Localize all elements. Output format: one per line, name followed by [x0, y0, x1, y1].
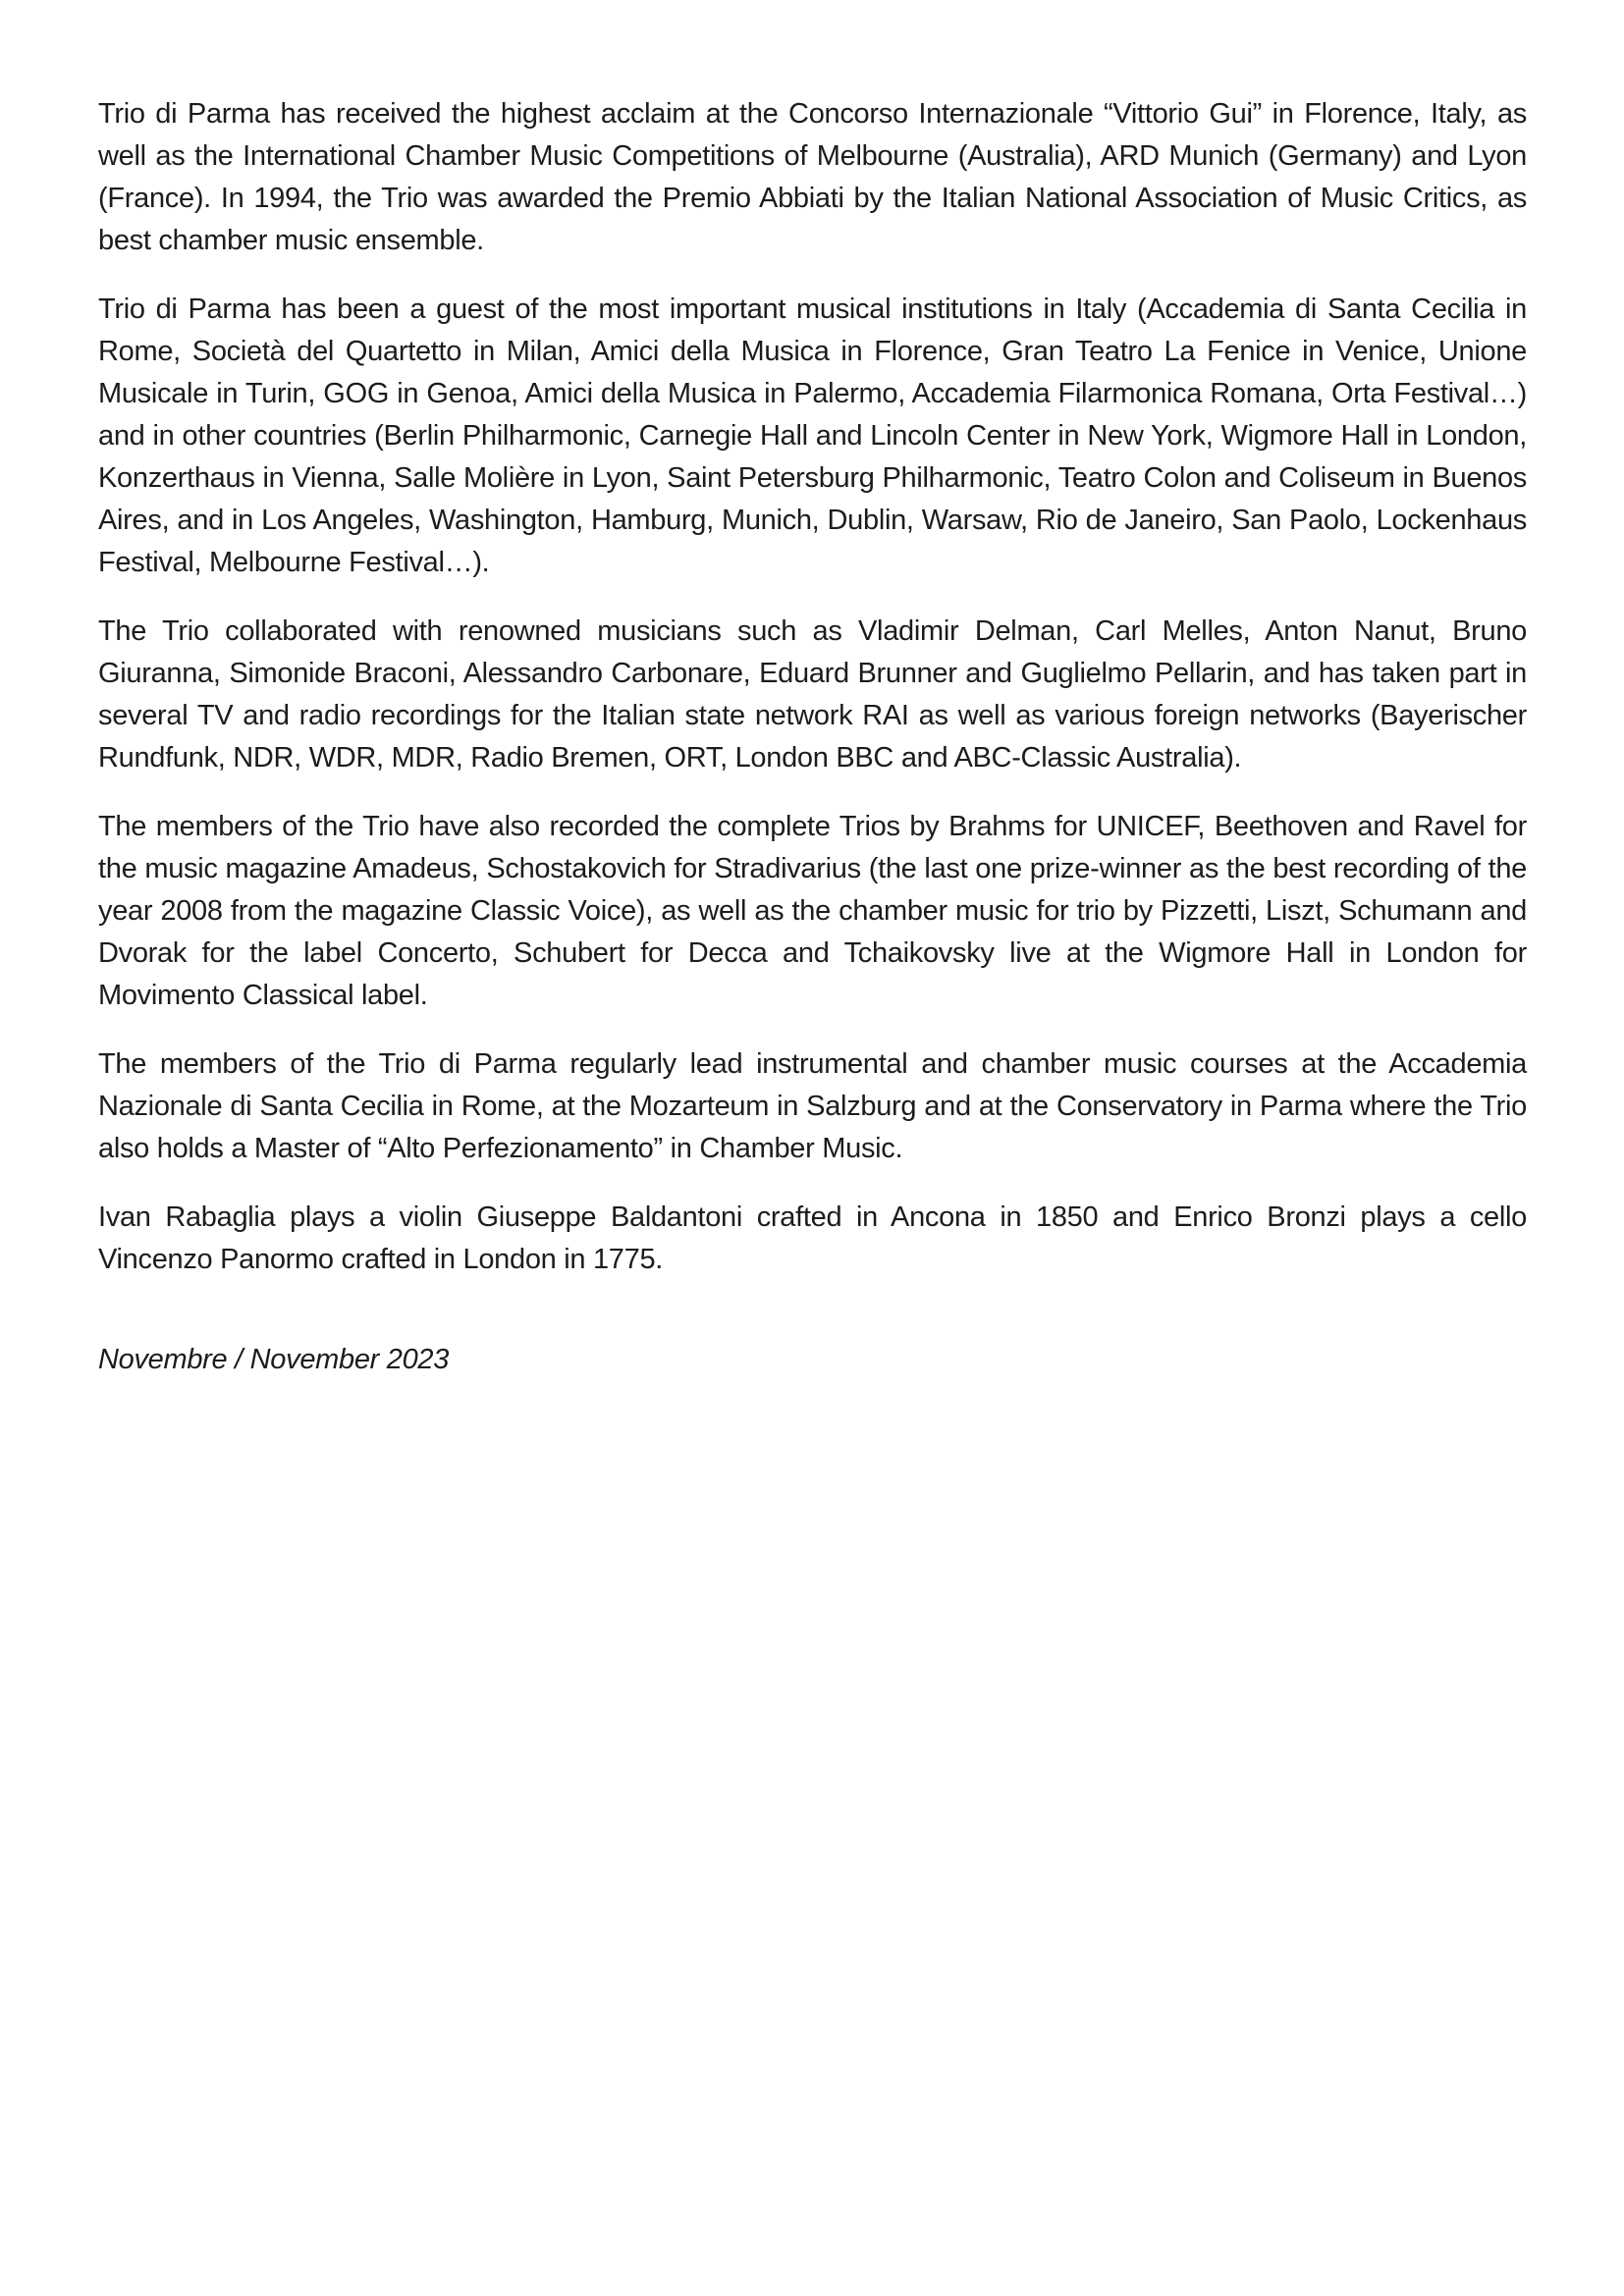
document-content: [98, 93, 1527, 1381]
date-line: Novembre / November 2023: [98, 1344, 450, 1375]
paragraph-collaborations-broadcasts: The Trio collaborated with renowned musicians such as Vladimir Delman, Carl Melles, Anton Nanut, Bruno Giuranna, Simonide Braconi, Alessandro Carbonare, Eduard Brunner and Guglielmo Pellarin, and has taken part in several TV and radio recordings for the Italian state network RAI as well as various foreign networks (Bayerischer Rundfunk, NDR, WDR, MDR, Radio Bremen, ORT, London BBC and ABC-Classic Australia).: [98, 615, 1527, 774]
paragraph-recordings: The members of the Trio have also recorded the complete Trios by Brahms for UNICEF, Beethoven and Ravel for the music magazine Amadeus, Schostakovich for Stradivarius (the last one prize-winner as the best recording of the year 2008 from the magazine Classic Voice), as well as the chamber music for trio by Pizzetti, Liszt, Schumann and Dvorak for the label Concerto, Schubert for Decca and Tchaikovsky live at the Wigmore Hall in London for Movimento Classical label.: [98, 811, 1527, 1011]
paragraph-instruments: Ivan Rabaglia plays a violin Giuseppe Baldantoni crafted in Ancona in 1850 and Enrico Bronzi plays a cello Vincenzo Panormo crafted in London in 1775.: [98, 1201, 1527, 1275]
paragraph-competitions-awards: Trio di Parma has received the highest acclaim at the Concorso Internazionale “Vittorio Gui” in Florence, Italy, as well as the International Chamber Music Competitions of Melbourne (Australia), ARD Munich (Germany) and Lyon (France). In 1994, the Trio was awarded the Premio Abbiati by the Italian National Association of Music Critics, as best chamber music ensemble.: [98, 98, 1527, 256]
paragraph-teaching: The members of the Trio di Parma regularly lead instrumental and chamber music courses at the Accademia Nazionale di Santa Cecilia in Rome, at the Mozarteum in Salzburg and at the Conservatory in Parma where the Trio also holds a Master of “Alto Perfezionamento” in Chamber Music.: [98, 1048, 1527, 1164]
paragraph-musical-institutions: Trio di Parma has been a guest of the most important musical institutions in Italy (Accademia di Santa Cecilia in Rome, Società del Quartetto in Milan, Amici della Musica in Florence, Gran Teatro La Fenice in Venice, Unione Musicale in Turin, GOG in Genoa, Amici della Musica in Palermo, Accademia Filarmonica Romana, Orta Festival…) and in other countries (Berlin Philharmonic, Carnegie Hall and Lincoln Center in New York, Wigmore Hall in London, Konzerthaus in Vienna, Salle Molière in Lyon, Saint Petersburg Philharmonic, Teatro Colon and Coliseum in Buenos Aires, and in Los Angeles, Washington, Hamburg, Munich, Dublin, Warsaw, Rio de Janeiro, San Paolo, Lockenhaus Festival, Melbourne Festival…).: [98, 294, 1527, 578]
